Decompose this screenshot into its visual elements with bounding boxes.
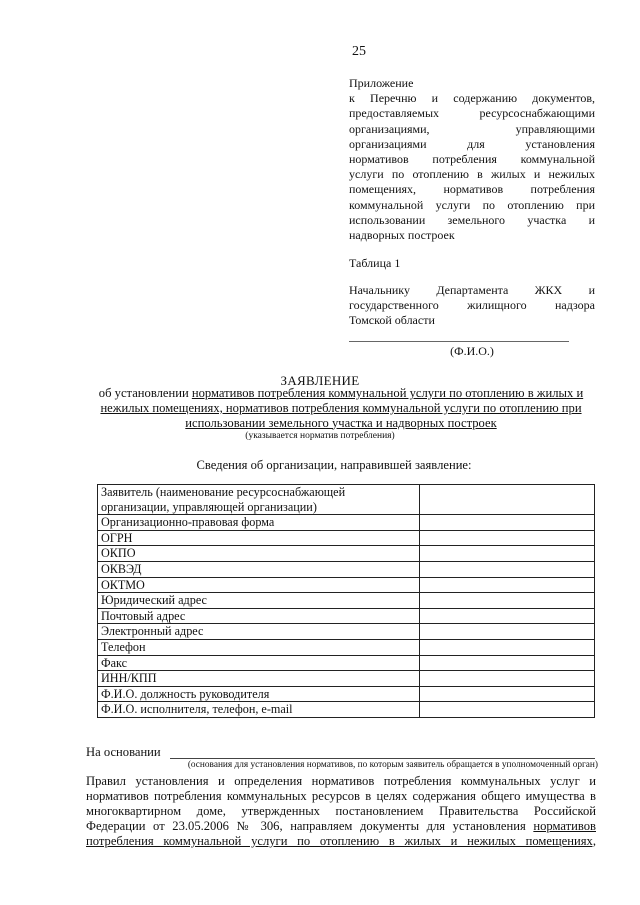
basis-label: На основании (86, 745, 161, 759)
body-segment-underlined: нормативов (533, 818, 596, 833)
table-row (98, 702, 595, 718)
field-label: ОКТМО (98, 577, 420, 593)
table-row (98, 546, 595, 562)
appendix-line: помещениях, нормативов потребления (349, 182, 595, 197)
statement-title: ЗАЯВЛЕНИЕ (280, 373, 360, 388)
field-value-cell[interactable] (420, 593, 595, 609)
field-label: ОГРН (98, 530, 420, 546)
body-text (86, 774, 596, 849)
field-value-cell[interactable] (420, 702, 595, 718)
appendix-line: Приложение (349, 76, 414, 90)
statement-hint: (указывается норматив потребления) (245, 431, 395, 441)
table-label: Таблица 1 (349, 256, 401, 270)
table-row (98, 530, 595, 546)
field-label: ИНН/КПП (98, 671, 420, 687)
addressee-line: Начальнику Департамента ЖКХ и (349, 283, 595, 297)
table-row (98, 577, 595, 593)
field-label: Ф.И.О. исполнителя, телефон, e-mail (98, 702, 420, 718)
fio-caption: (Ф.И.О.) (450, 344, 494, 358)
statement-prefix: об установлении (98, 386, 192, 400)
field-value-cell[interactable] (420, 485, 595, 515)
addressee-line: Томской области (349, 313, 435, 328)
basis-hint: (основания для установления нормативов, по которым заявитель обращается в уполномоченный орган) (187, 760, 598, 770)
field-label: Организационно-правовая форма (98, 515, 420, 531)
body-line (86, 819, 596, 834)
body-segment: Федерации от 23.05.2006 № 306, направляем документы для установления (86, 818, 534, 833)
table-row (98, 561, 595, 577)
table-row (98, 671, 595, 687)
table-row (98, 485, 595, 515)
table-row (98, 655, 595, 671)
statement-subject-part: нормативов потребления коммунальной услуги по отоплению в жилых и (191, 386, 584, 400)
appendix-line: коммунальной услуги по отоплению при (349, 197, 595, 212)
field-label: Телефон (98, 639, 420, 655)
field-value-cell[interactable] (420, 686, 595, 702)
page-number: 25 (352, 44, 366, 59)
body-line: нормативов потребления коммунальных ресурсов в целях содержания общего имущества в (86, 788, 596, 803)
field-label: Факс (98, 655, 420, 671)
table-row (98, 624, 595, 640)
appendix-note (349, 76, 595, 243)
field-value-cell[interactable] (420, 639, 595, 655)
table-row (98, 686, 595, 702)
field-label: Заявитель (наименование ресурсоснабжающей организации, управляющей организации) (98, 485, 420, 515)
field-value-cell[interactable] (420, 515, 595, 531)
appendix-line: нормативов потребления коммунальной (349, 152, 595, 167)
statement-subject-part: нежилых помещениях, нормативов потребления коммунальной услуги по отоплению при (100, 400, 582, 415)
field-value-cell[interactable] (420, 546, 595, 562)
table-row (98, 639, 595, 655)
field-value-cell[interactable] (420, 561, 595, 577)
field-label: ОКПО (98, 546, 420, 562)
addressee-line: государственного жилищного надзора (349, 298, 595, 313)
appendix-line: организациями для установления (349, 136, 595, 151)
statement-subject-part: использовании земельного участка и надворных построек (185, 415, 497, 430)
field-value-cell[interactable] (420, 671, 595, 687)
field-value-cell[interactable] (420, 608, 595, 624)
table-row (98, 593, 595, 609)
appendix-line: к Перечню и содержанию документов, (349, 91, 595, 106)
organization-table (97, 484, 595, 718)
field-label: Почтовый адрес (98, 608, 420, 624)
table-row (98, 515, 595, 531)
table-row (98, 608, 595, 624)
basis-input-line[interactable] (170, 758, 595, 759)
field-value-cell[interactable] (420, 655, 595, 671)
field-value-cell[interactable] (420, 530, 595, 546)
organization-heading: Сведения об организации, направившей заявление: (196, 458, 472, 472)
field-value-cell[interactable] (420, 624, 595, 640)
appendix-line: надворных построек (349, 228, 455, 243)
body-line: многоквартирном доме, утвержденных постановлением Правительства Российской (86, 803, 596, 818)
statement-subject (86, 386, 596, 430)
addressee-block (349, 283, 595, 329)
appendix-line: организациями, управляющими (349, 121, 595, 136)
appendix-line: услуги по отоплению в жилых и нежилых (349, 167, 595, 182)
fio-input-line[interactable] (349, 341, 569, 342)
appendix-line: использовании земельного участка и (349, 212, 595, 227)
field-label: Юридический адрес (98, 593, 420, 609)
field-value-cell[interactable] (420, 577, 595, 593)
body-line: потребления коммунальной услуги по отоплению в жилых и нежилых помещениях, (86, 833, 596, 848)
field-label: Ф.И.О. должность руководителя (98, 686, 420, 702)
body-line: Правил установления и определения нормативов потребления коммунальных услуг и (86, 774, 596, 788)
appendix-line: предоставляемых ресурсоснабжающими (349, 106, 595, 121)
field-label: ОКВЭД (98, 561, 420, 577)
field-label: Электронный адрес (98, 624, 420, 640)
